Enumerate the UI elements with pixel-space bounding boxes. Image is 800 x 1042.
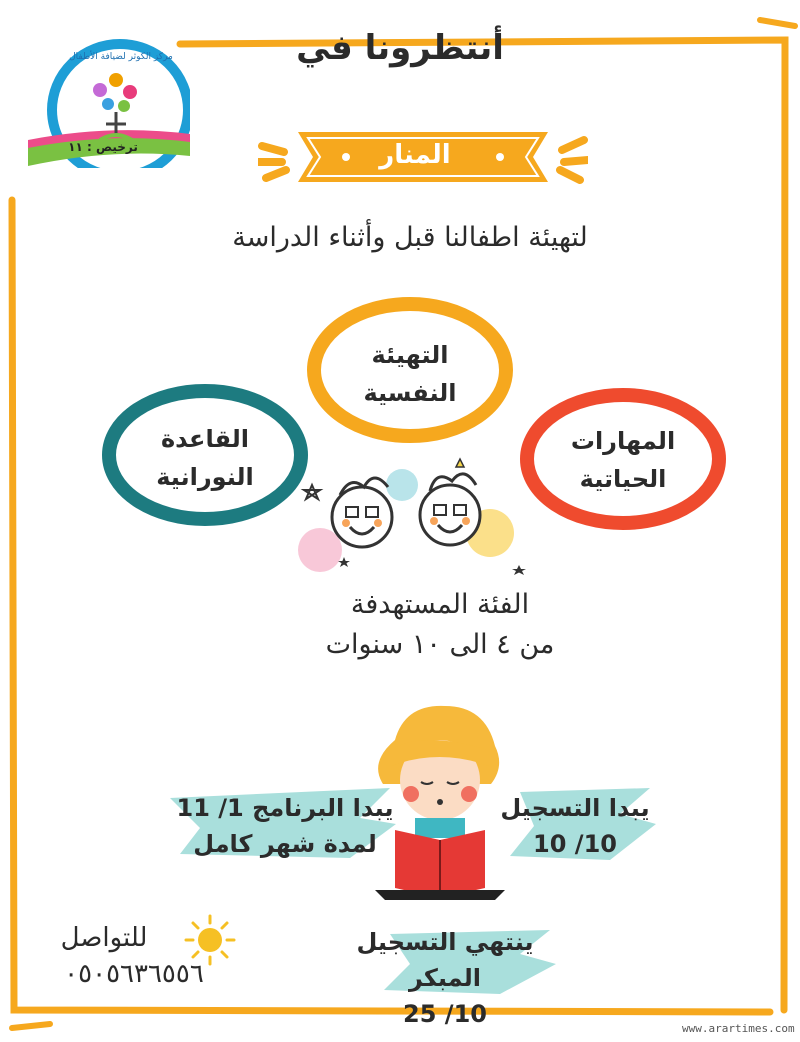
subtitle: لتهيئة اطفالنا قبل وأثناء الدراسة (232, 222, 588, 253)
program-start-label: يبدا البرنامج 1/ 11 (176, 794, 394, 822)
program-duration: لمدة شهر كامل (193, 830, 377, 858)
registration-start-date: 10/ 10 (533, 830, 617, 858)
program-start-block (170, 790, 400, 862)
target-label: الفئة المستهدفة (350, 589, 530, 620)
early-registration-end-label: ينتهي التسجيل المبكر (356, 928, 534, 992)
contact-label: للتواصل (60, 923, 148, 953)
early-registration-end-block (320, 924, 570, 1032)
logo-license: ترخيص : ١١ (68, 140, 138, 154)
registration-start-label: يبدا التسجيل (500, 794, 650, 822)
program-left-line2: النورانية (156, 463, 254, 491)
registration-start-block (500, 790, 650, 862)
program-left-line1: القاعدة (161, 425, 249, 453)
program-top-line2: النفسية (363, 379, 457, 407)
program-name: المنار (379, 140, 451, 170)
children-faces-illustration (290, 455, 530, 595)
program-right-label (543, 422, 703, 498)
contact-phone[interactable]: ٠٥٠٥٦٣٦٥٥٦ (64, 959, 204, 989)
target-ages: من ٤ الى ١٠ سنوات (325, 629, 555, 660)
program-right-line2: الحياتية (579, 465, 667, 493)
contact-block (34, 920, 234, 992)
early-registration-end-date: 10/ 25 (403, 1000, 487, 1028)
program-right-line1: المهارات (570, 427, 676, 455)
page-title: أنتظرونا في (296, 28, 504, 68)
target-group (290, 585, 590, 665)
program-top-label (330, 336, 490, 412)
program-top-line1: التهيئة (371, 341, 449, 369)
logo-org-name: مركز الكوثر لضيافة الأطفال (69, 52, 173, 62)
watermark: www.arartimes.com (682, 1022, 795, 1035)
program-left-label (125, 420, 285, 496)
center-logo (20, 28, 190, 168)
